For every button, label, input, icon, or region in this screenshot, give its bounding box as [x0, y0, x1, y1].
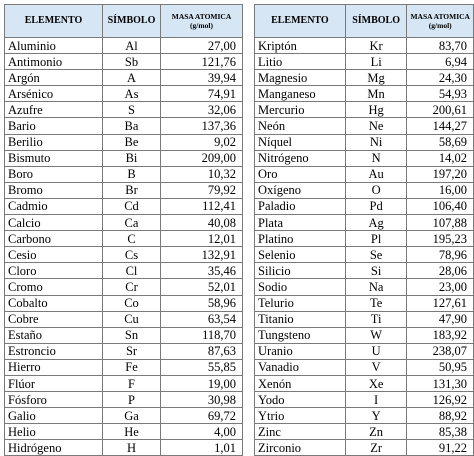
element-symbol-cell: S [103, 102, 161, 118]
element-symbol-cell: Xe [345, 375, 407, 391]
table-row [255, 424, 474, 440]
element-symbol-cell: Co [103, 295, 161, 311]
table-row [5, 134, 243, 150]
element-name-cell: Níquel [255, 134, 346, 150]
element-name-cell: Platino [255, 231, 346, 247]
table-header [5, 5, 243, 38]
atomic-mass-cell: 28,06 [407, 263, 474, 279]
element-name-cell: Cromo [5, 279, 103, 295]
element-symbol-cell: Br [103, 182, 161, 198]
element-name-cell: Magnesio [255, 70, 346, 86]
atomic-mass-cell: 131,30 [407, 375, 474, 391]
element-symbol-cell: Na [345, 279, 407, 295]
element-symbol-cell: Sn [103, 327, 161, 343]
atomic-mass-cell: 79,92 [161, 182, 243, 198]
table-row [255, 118, 474, 134]
header-row [5, 5, 243, 38]
element-symbol-cell: H [103, 440, 161, 456]
element-name-cell: Galio [5, 408, 103, 424]
table-row [5, 279, 243, 295]
element-name-cell: Arsénico [5, 86, 103, 102]
element-name-cell: Argón [5, 70, 103, 86]
element-symbol-cell: Fe [103, 359, 161, 375]
element-symbol-cell: Hg [345, 102, 407, 118]
header-row [255, 5, 474, 38]
atomic-mass-cell: 118,70 [161, 327, 243, 343]
element-symbol-cell: P [103, 392, 161, 408]
table-row [255, 295, 474, 311]
atomic-mass-cell: 4,00 [161, 424, 243, 440]
atomic-mass-cell: 35,46 [161, 263, 243, 279]
table-row [5, 440, 243, 456]
table-row [5, 424, 243, 440]
atomic-mass-cell: 52,01 [161, 279, 243, 295]
element-name-cell: Oro [255, 166, 346, 182]
table-row [255, 54, 474, 70]
element-name-cell: Estroncio [5, 343, 103, 359]
element-symbol-cell: Ba [103, 118, 161, 134]
element-name-cell: Paladio [255, 198, 346, 214]
table-row [5, 198, 243, 214]
element-name-cell: Ytrio [255, 408, 346, 424]
element-name-cell: Cadmio [5, 198, 103, 214]
element-symbol-cell: Ag [345, 215, 407, 231]
element-name-cell: Boro [5, 166, 103, 182]
element-name-cell: Helio [5, 424, 103, 440]
element-symbol-cell: Kr [345, 38, 407, 54]
element-name-cell: Oxígeno [255, 182, 346, 198]
element-symbol-cell: U [345, 343, 407, 359]
element-symbol-cell: Mn [345, 86, 407, 102]
header-symbol: SÍMBOLO [103, 5, 161, 38]
table-row [255, 182, 474, 198]
atomic-mass-cell: 23,00 [407, 279, 474, 295]
atomic-mass-cell: 27,00 [161, 38, 243, 54]
table-row [5, 359, 243, 375]
atomic-mass-cell: 183,92 [407, 327, 474, 343]
header-symbol: SÍMBOLO [345, 5, 407, 38]
atomic-mass-cell: 47,90 [407, 311, 474, 327]
element-symbol-cell: C [103, 231, 161, 247]
element-symbol-cell: Si [345, 263, 407, 279]
header-mass-unit: (g/mol) [190, 21, 213, 30]
atomic-mass-cell: 107,88 [407, 215, 474, 231]
atomic-mass-cell: 144,27 [407, 118, 474, 134]
atomic-mass-cell: 78,96 [407, 247, 474, 263]
table-row [5, 166, 243, 182]
atomic-mass-cell: 19,00 [161, 375, 243, 391]
table-row [5, 118, 243, 134]
header-mass-label: MASA ATOMICA [171, 12, 232, 21]
atomic-mass-cell: 9,02 [161, 134, 243, 150]
element-name-cell: Flúor [5, 375, 103, 391]
table-row [255, 134, 474, 150]
element-symbol-cell: Zn [345, 424, 407, 440]
element-name-cell: Antimonio [5, 54, 103, 70]
atomic-mass-cell: 121,76 [161, 54, 243, 70]
atomic-mass-cell: 24,30 [407, 70, 474, 86]
table-body [5, 38, 243, 456]
elements-table-left [4, 4, 243, 456]
table-row [255, 359, 474, 375]
table-row [5, 38, 243, 54]
element-symbol-cell: Te [345, 295, 407, 311]
atomic-mass-cell: 32,06 [161, 102, 243, 118]
atomic-mass-cell: 6,94 [407, 54, 474, 70]
element-name-cell: Uranio [255, 343, 346, 359]
element-name-cell: Estaño [5, 327, 103, 343]
table-row [5, 215, 243, 231]
element-symbol-cell: N [345, 150, 407, 166]
element-name-cell: Hidrógeno [5, 440, 103, 456]
element-name-cell: Cloro [5, 263, 103, 279]
element-symbol-cell: V [345, 359, 407, 375]
atomic-mass-cell: 112,41 [161, 198, 243, 214]
element-name-cell: Carbono [5, 231, 103, 247]
atomic-mass-cell: 63,54 [161, 311, 243, 327]
element-symbol-cell: I [345, 392, 407, 408]
element-symbol-cell: Mg [345, 70, 407, 86]
element-name-cell: Zirconio [255, 440, 346, 456]
atomic-mass-cell: 88,92 [407, 408, 474, 424]
table-row [5, 86, 243, 102]
element-symbol-cell: F [103, 375, 161, 391]
element-symbol-cell: Ti [345, 311, 407, 327]
element-symbol-cell: Cr [103, 279, 161, 295]
element-name-cell: Aluminio [5, 38, 103, 54]
table-row [5, 263, 243, 279]
table-row [5, 102, 243, 118]
table-row [255, 343, 474, 359]
element-name-cell: Manganeso [255, 86, 346, 102]
element-symbol-cell: Cl [103, 263, 161, 279]
atomic-mass-cell: 58,69 [407, 134, 474, 150]
table-row [255, 392, 474, 408]
table-row [5, 54, 243, 70]
atomic-mass-cell: 127,61 [407, 295, 474, 311]
element-symbol-cell: Sb [103, 54, 161, 70]
element-name-cell: Xenón [255, 375, 346, 391]
atomic-mass-cell: 39,94 [161, 70, 243, 86]
element-symbol-cell: Li [345, 54, 407, 70]
element-name-cell: Bismuto [5, 150, 103, 166]
table-row [255, 279, 474, 295]
table-row [5, 70, 243, 86]
table-row [5, 247, 243, 263]
table-row [255, 247, 474, 263]
table-body [255, 38, 474, 456]
element-name-cell: Berilio [5, 134, 103, 150]
element-symbol-cell: Au [345, 166, 407, 182]
atomic-mass-cell: 195,23 [407, 231, 474, 247]
element-symbol-cell: Ni [345, 134, 407, 150]
element-symbol-cell: W [345, 327, 407, 343]
table-row [5, 182, 243, 198]
atomic-mass-cell: 238,07 [407, 343, 474, 359]
atomic-mass-cell: 200,61 [407, 102, 474, 118]
atomic-mass-cell: 54,93 [407, 86, 474, 102]
element-symbol-cell: He [103, 424, 161, 440]
element-name-cell: Tungsteno [255, 327, 346, 343]
element-symbol-cell: Cs [103, 247, 161, 263]
element-symbol-cell: Al [103, 38, 161, 54]
header-element: ELEMENTO [255, 5, 346, 38]
element-name-cell: Calcio [5, 215, 103, 231]
element-name-cell: Titanio [255, 311, 346, 327]
element-symbol-cell: Cu [103, 311, 161, 327]
atomic-mass-cell: 40,08 [161, 215, 243, 231]
atomic-mass-cell: 74,91 [161, 86, 243, 102]
element-symbol-cell: Be [103, 134, 161, 150]
element-name-cell: Mercurio [255, 102, 346, 118]
table-row [255, 408, 474, 424]
element-symbol-cell: As [103, 86, 161, 102]
element-symbol-cell: B [103, 166, 161, 182]
atomic-mass-cell: 1,01 [161, 440, 243, 456]
element-symbol-cell: A [103, 70, 161, 86]
atomic-mass-cell: 10,32 [161, 166, 243, 182]
table-row [5, 295, 243, 311]
element-name-cell: Cobalto [5, 295, 103, 311]
table-row [255, 375, 474, 391]
table-row [255, 166, 474, 182]
table-row [5, 392, 243, 408]
table-row [255, 102, 474, 118]
atomic-mass-cell: 12,01 [161, 231, 243, 247]
element-name-cell: Nitrógeno [255, 150, 346, 166]
element-name-cell: Plata [255, 215, 346, 231]
atomic-mass-cell: 209,00 [161, 150, 243, 166]
table-row [255, 440, 474, 456]
atomic-mass-cell: 91,22 [407, 440, 474, 456]
table-row [5, 231, 243, 247]
atomic-mass-cell: 14,02 [407, 150, 474, 166]
elements-table-right [254, 4, 474, 456]
element-name-cell: Silicio [255, 263, 346, 279]
element-name-cell: Fósforo [5, 392, 103, 408]
element-name-cell: Bario [5, 118, 103, 134]
atomic-mass-cell: 137,36 [161, 118, 243, 134]
table-row [255, 215, 474, 231]
element-name-cell: Bromo [5, 182, 103, 198]
atomic-mass-cell: 55,85 [161, 359, 243, 375]
table-row [5, 408, 243, 424]
table-row [5, 311, 243, 327]
header-mass [407, 5, 474, 38]
atomic-mass-cell: 106,40 [407, 198, 474, 214]
element-name-cell: Hierro [5, 359, 103, 375]
table-row [255, 150, 474, 166]
element-name-cell: Zinc [255, 424, 346, 440]
atomic-mass-cell: 83,70 [407, 38, 474, 54]
atomic-mass-cell: 16,00 [407, 182, 474, 198]
table-row [5, 150, 243, 166]
header-mass-label: MASA ATOMICA [410, 12, 470, 21]
element-name-cell: Telurio [255, 295, 346, 311]
header-mass [161, 5, 243, 38]
element-symbol-cell: Pd [345, 198, 407, 214]
table-row [5, 327, 243, 343]
atomic-mass-cell: 87,63 [161, 343, 243, 359]
element-name-cell: Neón [255, 118, 346, 134]
table-row [5, 375, 243, 391]
table-row [255, 70, 474, 86]
atomic-mass-cell: 58,96 [161, 295, 243, 311]
atomic-mass-cell: 50,95 [407, 359, 474, 375]
element-symbol-cell: Ga [103, 408, 161, 424]
atomic-mass-cell: 197,20 [407, 166, 474, 182]
element-name-cell: Vanadio [255, 359, 346, 375]
table-row [255, 327, 474, 343]
element-symbol-cell: Zr [345, 440, 407, 456]
element-name-cell: Yodo [255, 392, 346, 408]
header-mass-unit: (g/mol) [428, 21, 452, 30]
table-header [255, 5, 474, 38]
element-symbol-cell: Bi [103, 150, 161, 166]
atomic-mass-cell: 30,98 [161, 392, 243, 408]
header-element: ELEMENTO [5, 5, 103, 38]
atomic-mass-cell: 69,72 [161, 408, 243, 424]
table-row [255, 311, 474, 327]
element-name-cell: Kriptón [255, 38, 346, 54]
element-name-cell: Litio [255, 54, 346, 70]
element-symbol-cell: Se [345, 247, 407, 263]
element-symbol-cell: Cd [103, 198, 161, 214]
table-row [255, 38, 474, 54]
atomic-mass-cell: 85,38 [407, 424, 474, 440]
atomic-mass-cell: 132,91 [161, 247, 243, 263]
element-name-cell: Cobre [5, 311, 103, 327]
table-row [255, 263, 474, 279]
table-row [255, 231, 474, 247]
element-symbol-cell: O [345, 182, 407, 198]
element-name-cell: Selenio [255, 247, 346, 263]
element-symbol-cell: Pl [345, 231, 407, 247]
element-symbol-cell: Ca [103, 215, 161, 231]
element-symbol-cell: Ne [345, 118, 407, 134]
atomic-mass-cell: 126,92 [407, 392, 474, 408]
element-name-cell: Sodio [255, 279, 346, 295]
element-symbol-cell: Sr [103, 343, 161, 359]
table-row [255, 86, 474, 102]
element-symbol-cell: Y [345, 408, 407, 424]
element-name-cell: Azufre [5, 102, 103, 118]
table-row [255, 198, 474, 214]
table-row [5, 343, 243, 359]
element-name-cell: Cesio [5, 247, 103, 263]
